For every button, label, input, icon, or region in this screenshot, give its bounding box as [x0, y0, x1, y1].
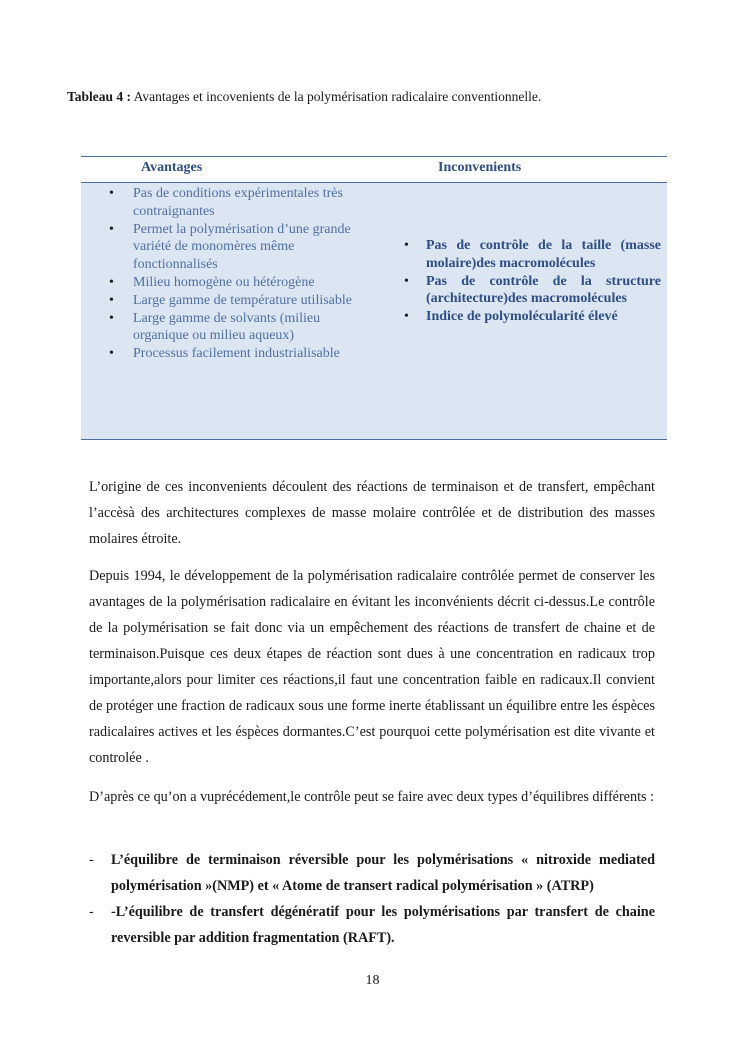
- list-item: • Indice de polymolécularité élevé: [399, 308, 661, 326]
- table-body: [81, 183, 667, 439]
- equilibrium-list: [89, 847, 655, 951]
- inconvenients-column: [399, 237, 661, 326]
- paragraph: L’origine de ces inconvenients découlent des réactions de terminaison et de transfert, empêchant l’accèsà des architectures complexes de masse molaire contrôlée et de distribution des masses molaires étroite.: [89, 479, 655, 547]
- comparison-table: [81, 156, 667, 440]
- list-item-text: -L’équilibre de transfert dégénératif pour les polymérisations par transfert de chaine reversible par addition fragmentation (RAFT).: [111, 904, 655, 946]
- dash-marker: -: [89, 904, 94, 920]
- list-item: • Pas de conditions expérimentales très contraignantes: [103, 185, 378, 221]
- advantages-column: [103, 185, 378, 363]
- caption-text: Avantages et incovenients de la polymérisation radicalaire conventionnelle.: [131, 89, 542, 104]
- list-item: • Large gamme de solvants (milieu organique ou milieu aqueux): [103, 310, 378, 346]
- caption-label: Tableau 4 :: [67, 89, 132, 104]
- list-item: • Permet la polymérisation d’une grande variété de monomères même fonctionnalisés: [103, 221, 378, 274]
- list-item-text: L’équilibre de terminaison réversible pour les polymérisations « nitroxide mediated polymérisation »(NMP) et « Atome de transert radical polymérisation » (ATRP): [111, 852, 655, 894]
- list-item: • Milieu homogène ou hétérogène: [103, 274, 378, 292]
- list-item: [89, 899, 655, 951]
- header-advantages: Avantages: [141, 160, 203, 175]
- paragraph: Depuis 1994, le développement de la polymérisation radicalaire contrôlée permet de conserver les avantages de la polymérisation radicalaire en évitant les inconvénients décrit ci-dessus.Le contrôle de la polymérisation se fait donc via un empêchement des réactions de transfert de chaine et de terminaison.Puisque ces deux étapes de réaction sont dues à une concentration en radicaux trop importante,alors pour limiter ces réactions,il faut une concentration faible en radicaux.Il convient de protéger une fraction de radicaux sous une forme inerte établissant un équilibre entre les éspèces radicalaires actives et les éspèces dormantes.C’est pourquoi cette polymérisation est dite vivante et controlée .: [89, 568, 655, 766]
- list-item: [89, 847, 655, 899]
- header-inconvenients: Inconvenients: [438, 160, 522, 175]
- list-item: • Pas de contrôle de la taille (masse molaire)des macromolécules: [399, 237, 661, 273]
- list-item: • Processus facilement industrialisable: [103, 345, 378, 363]
- page-number: 18: [365, 973, 380, 988]
- table-header: [81, 157, 667, 183]
- table-caption: [67, 89, 541, 105]
- list-item: • Pas de contrôle de la structure (architecture)des macromolécules: [399, 273, 661, 309]
- list-item: • Large gamme de température utilisable: [103, 292, 378, 310]
- dash-marker: -: [89, 852, 94, 868]
- paragraph: D’après ce qu’on a vuprécédement,le contrôle peut se faire avec deux types d’équilibres différents :: [89, 789, 655, 805]
